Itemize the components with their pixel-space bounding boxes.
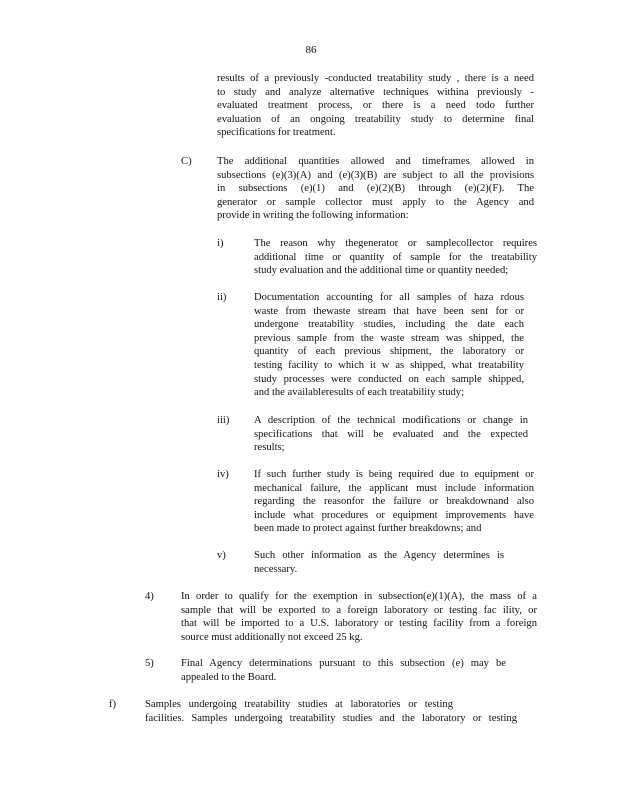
- paragraph-C-iv: [254, 468, 534, 536]
- paragraph-continuation: [217, 72, 534, 140]
- text-line: Such other information as the Agency determines is: [254, 550, 504, 561]
- text-line: If such further study is being required due to equipment or: [254, 469, 534, 480]
- text-line: The reason why thegenerator or samplecollector requires: [254, 238, 537, 249]
- list-marker: iii): [217, 415, 230, 426]
- text-line: previous sample from the waste stream was shipped, the: [254, 332, 524, 344]
- list-marker: i): [217, 238, 224, 249]
- list-marker: C): [181, 156, 192, 167]
- paragraph-C-v: [254, 549, 504, 576]
- text-line: results of a previously -conducted treatability study , there is a need: [217, 73, 534, 84]
- paragraph-C-iii: [254, 414, 528, 455]
- text-line: undergone treatability studies, including the date each: [254, 319, 524, 331]
- text-line: evaluation of an ongoing treatability study to determine final: [217, 113, 534, 125]
- text-line: mechanical failure, the applicant must include information: [254, 482, 534, 494]
- text-line: additional time or quantity of sample for the treatability: [254, 251, 537, 263]
- list-marker: 4): [145, 591, 154, 602]
- list-marker: ii): [217, 292, 227, 303]
- text-line: regarding the reasonfor the failure or breakdownand also: [254, 496, 534, 508]
- text-line: study processes were conducted on each sample shipped,: [254, 373, 524, 385]
- text-line: Documentation accounting for all samples of haza rdous: [254, 292, 524, 303]
- text-line: quantity of each previous shipment, the laboratory or: [254, 346, 524, 358]
- text-line: specifications for treatment.: [217, 127, 336, 139]
- paragraph-C: [217, 155, 534, 223]
- text-line: provide in writing the following information:: [217, 210, 409, 222]
- paragraph-5: [181, 657, 506, 684]
- text-line: and the availableresults of each treatability study;: [254, 387, 465, 399]
- text-line: waste from thewaste stream that have been sent for or: [254, 305, 524, 317]
- paragraph-4: [181, 590, 537, 644]
- text-line: results;: [254, 442, 285, 454]
- text-line: A description of the technical modifications or change in: [254, 415, 528, 426]
- text-line: evaluated treatment process, or there is a need todo further: [217, 100, 534, 112]
- text-line: specifications that will be evaluated and the expected: [254, 428, 528, 440]
- text-line: generator or sample collector must apply to the Agency and: [217, 196, 534, 208]
- paragraph-C-i: [254, 237, 537, 278]
- text-line: testing facility to which it w as shipped, what treatability: [254, 359, 524, 371]
- paragraph-f: [145, 698, 517, 725]
- paragraph-C-ii: [254, 291, 524, 400]
- list-marker: iv): [217, 469, 229, 480]
- text-line: The additional quantities allowed and timeframes allowed in: [217, 156, 534, 167]
- text-line: to study and analyze alternative techniques withina previously -: [217, 86, 534, 98]
- list-marker: f): [109, 699, 117, 710]
- text-line: sample that will be exported to a foreign laboratory or testing fac ility, or: [181, 604, 537, 616]
- list-marker: v): [217, 550, 226, 561]
- text-line: been made to protect against further breakdowns; and: [254, 523, 482, 535]
- text-line: facilities. Samples undergoing treatability studies and the laboratory or testing: [145, 712, 517, 724]
- text-line: that will be imported to a U.S. laboratory or testing facility from a foreign: [181, 618, 537, 630]
- text-line: in subsections (e)(1) and (e)(2)(B) through (e)(2)(F). The: [217, 183, 534, 195]
- text-line: study evaluation and the additional time or quantity needed;: [254, 265, 509, 277]
- text-line: Samples undergoing treatability studies at laboratories or testing: [145, 699, 453, 710]
- list-marker: 5): [145, 658, 154, 669]
- text-line: appealed to the Board.: [181, 671, 277, 683]
- text-line: subsections (e)(3)(A) and (e)(3)(B) are subject to all the provisions: [217, 169, 534, 181]
- text-line: necessary.: [254, 563, 298, 575]
- text-line: In order to qualify for the exemption in subsection(e)(1)(A), the mass of a: [181, 591, 537, 602]
- text-line: include what procedures or equipment improvements have: [254, 509, 534, 521]
- text-line: Final Agency determinations pursuant to this subsection (e) may be: [181, 658, 506, 669]
- page-number: 86: [305, 44, 317, 56]
- text-line: source must additionally not exceed 25 kg.: [181, 631, 363, 643]
